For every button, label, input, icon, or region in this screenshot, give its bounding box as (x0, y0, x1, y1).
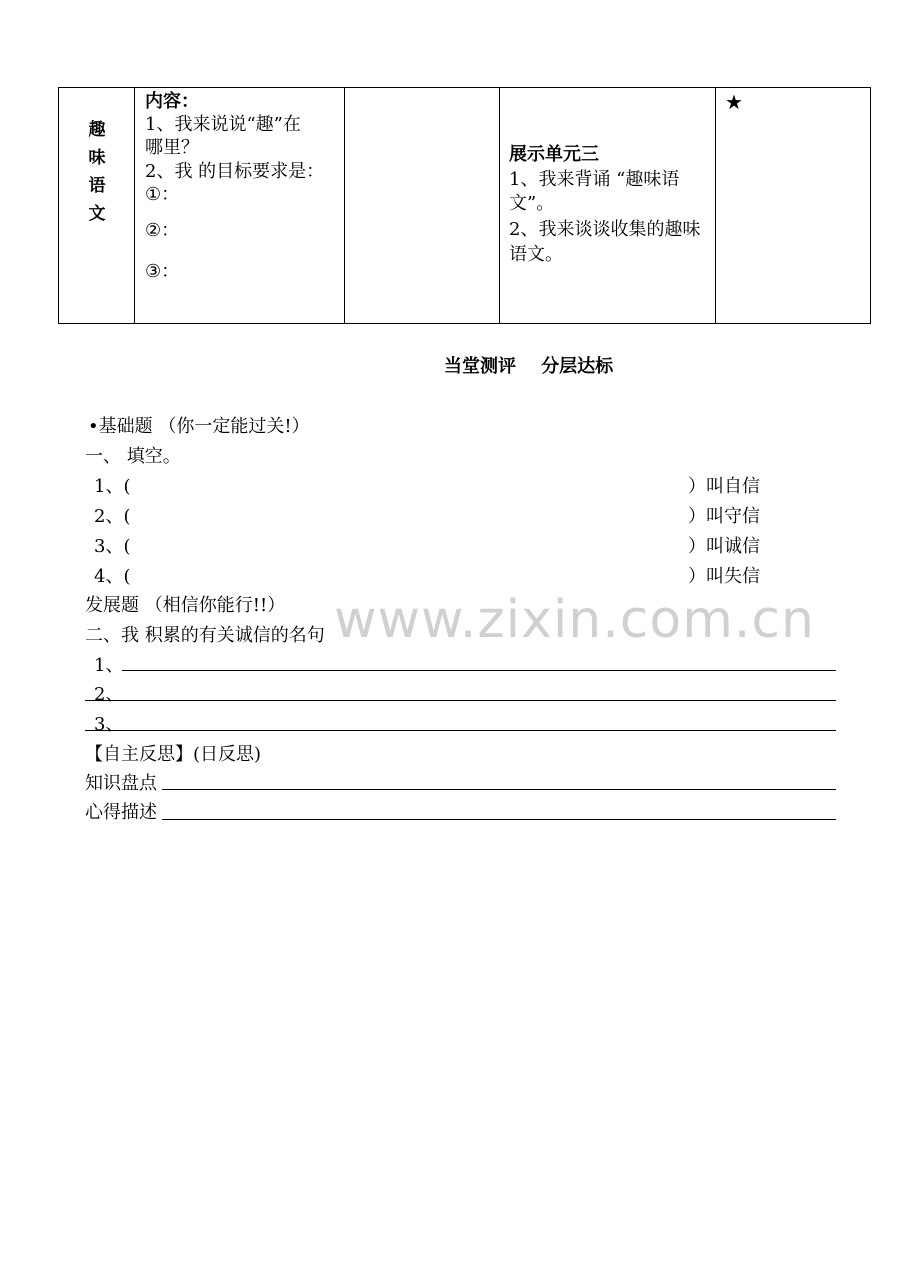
content-line: 2、我 的目标要求是： (145, 161, 325, 182)
row-label-char: 味 (88, 148, 106, 168)
answer-line (85, 730, 836, 731)
advanced-task: 二、我 积累的有关诚信的名句 (85, 625, 325, 646)
fill-blank-number: 3、( (94, 536, 131, 557)
content-line: 1、我来说说“趣”在 (145, 114, 301, 135)
answer-line (162, 819, 836, 820)
basic-task: 一、 填空。 (85, 446, 181, 467)
content-line: 哪里？ (145, 137, 199, 158)
fill-blank-suffix: ）叫守信 (688, 506, 760, 527)
fill-blank-suffix: ）叫失信 (688, 566, 760, 587)
knowledge-label: 知识盘点 (85, 773, 157, 794)
activity-table (58, 87, 871, 324)
goal-item: ①： (145, 184, 180, 205)
star-icon: ★ (725, 90, 743, 114)
fill-blank-number: 1、( (94, 476, 131, 497)
advanced-heading: 发展题 （相信你能行!!） (85, 595, 286, 616)
quote-line-number: 3、 (94, 714, 124, 735)
content-heading: 内容： (145, 91, 199, 112)
fill-blank-number: 4、( (94, 566, 131, 587)
fill-blank-suffix: ）叫自信 (688, 476, 760, 497)
goal-item: ③： (145, 261, 180, 282)
display-line: 语文。 (509, 244, 563, 265)
row-label-char: 文 (88, 204, 106, 224)
fill-blank-suffix: ）叫诚信 (688, 536, 760, 557)
table-divider (344, 88, 345, 323)
display-line: 文”。 (509, 193, 555, 214)
answer-line (85, 700, 836, 701)
basic-heading: •基础题 （你一定能过关!） (88, 416, 310, 437)
quote-line-number: 1、 (94, 655, 124, 676)
goal-item: ②： (145, 220, 180, 241)
answer-line (162, 789, 836, 790)
quote-line-number: 2、 (94, 684, 124, 705)
row-label (59, 116, 135, 228)
answer-line (122, 670, 836, 671)
row-label-char: 语 (88, 176, 106, 196)
table-divider (715, 88, 716, 323)
display-line: 2、我来谈谈收集的趣味 (509, 219, 701, 240)
fill-blank-number: 2、( (94, 506, 131, 527)
experience-label: 心得描述 (85, 802, 157, 823)
row-label-char: 趣 (88, 120, 106, 140)
display-unit-heading: 展示单元三 (509, 144, 599, 165)
reflection-heading: 【自主反思】(日反思) (85, 744, 262, 765)
watermark: www.zixin.com.cn (334, 590, 815, 650)
display-line: 1、我来背诵 “趣味语 (509, 169, 680, 190)
section-title: 当堂测评 分层达标 (444, 356, 614, 377)
table-divider (499, 88, 500, 323)
